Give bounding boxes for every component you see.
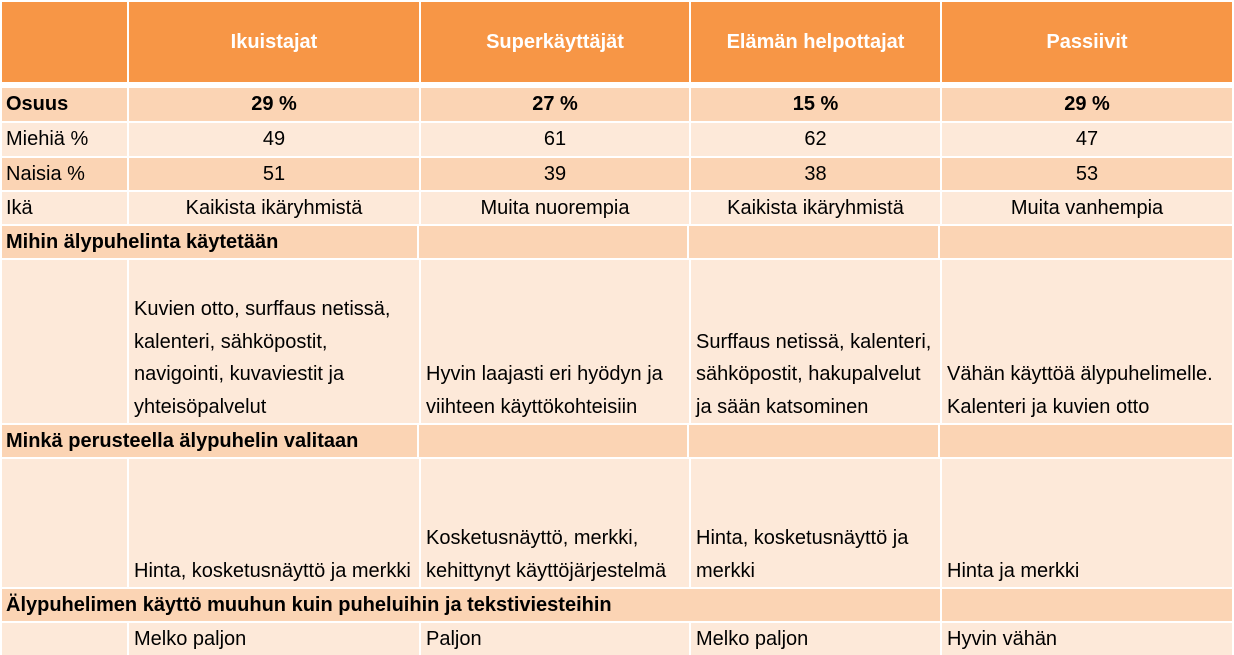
cell (942, 623, 1232, 655)
cell: 61 (421, 123, 691, 156)
cell (129, 459, 421, 587)
cell: Kaikista ikäryhmistä (129, 192, 421, 224)
cell: 49 (129, 123, 421, 156)
section-title: Minkä perusteella älypuhelin valitaan (2, 425, 419, 457)
cell-text: Hinta ja merkki (947, 559, 1080, 582)
row-naisia (2, 158, 1232, 192)
cell (421, 459, 691, 587)
header-elaman-helpottajat: Elämän helpottajat (691, 2, 942, 82)
row-ika (2, 192, 1232, 226)
header-passiivit: Passiivit (1046, 30, 1128, 53)
cell-text: Paljon (426, 627, 482, 650)
empty-cell (942, 589, 1232, 621)
cell (421, 260, 691, 423)
empty-cell (940, 226, 1230, 258)
header-superkayttajat: Superkäyttäjät (421, 2, 691, 82)
empty-cell (2, 623, 129, 655)
cell (942, 459, 1232, 587)
cell (129, 623, 421, 655)
cell (691, 260, 942, 423)
cell: 53 (1075, 162, 1099, 185)
row-osuus (2, 88, 1232, 123)
segments-table (2, 2, 1232, 655)
cell-text: Hinta, kosketusnäyttö ja merkki (696, 527, 909, 582)
row-label: Osuus (2, 88, 129, 121)
section-title: Älypuhelimen käyttö muuhun kuin puheluihin ja tekstiviesteihin (2, 589, 942, 621)
cell: 29 % (129, 88, 421, 121)
cell-text: Melko paljon (696, 627, 809, 650)
row-label: Naisia % (2, 158, 129, 190)
cell (129, 260, 421, 423)
section-other-use-row (2, 623, 1232, 655)
cell: 62 (691, 123, 942, 156)
cell: 47 (1075, 128, 1099, 150)
cell: 51 (129, 158, 421, 190)
section-usage-title-row (2, 226, 1232, 260)
header-row (2, 2, 1232, 84)
cell (421, 623, 691, 655)
section-title: Mihin älypuhelinta käytetään (2, 226, 419, 258)
cell: Muita vanhempia (1010, 196, 1164, 219)
cell: 27 % (421, 88, 691, 121)
cell (942, 260, 1232, 423)
cell-text: Kosketusnäyttö, merkki, kehittynyt käyttöjärjestelmä (426, 527, 667, 582)
cell: 15 % (691, 88, 942, 121)
section-usage-row (2, 260, 1232, 425)
empty-cell (2, 260, 129, 423)
empty-cell (689, 226, 940, 258)
row-miehia (2, 123, 1232, 158)
empty-cell (689, 425, 940, 457)
header-corner-cell (2, 2, 129, 82)
cell-text: Kuvien otto, surffaus netissä, kalenteri, sähköpostit, navigointi, kuvaviestit ja yhteisöpalvelut (134, 298, 391, 418)
cell: 38 (691, 158, 942, 190)
header-ikuistajat: Ikuistajat (129, 2, 421, 82)
cell (691, 459, 942, 587)
cell-text: Surffaus netissä, kalenteri, sähköpostit, hakupalvelut ja sään katsominen (696, 330, 932, 418)
row-label: Miehiä % (2, 123, 129, 156)
cell: 39 (421, 158, 691, 190)
cell-text: Vähän käyttöä älypuhelimelle. Kalenteri ja kuvien otto (947, 363, 1213, 418)
empty-cell (419, 226, 689, 258)
row-label: Ikä (2, 192, 129, 224)
section-choice-row (2, 459, 1232, 589)
cell: Muita nuorempia (421, 192, 691, 224)
empty-cell (419, 425, 689, 457)
cell: 29 % (1064, 93, 1110, 115)
cell (691, 623, 942, 655)
cell-text: Hyvin vähän (947, 627, 1058, 650)
section-other-use-title-row (2, 589, 1232, 623)
cell: Kaikista ikäryhmistä (691, 192, 942, 224)
cell-text: Hinta, kosketusnäyttö ja merkki (134, 559, 411, 582)
empty-cell (940, 425, 1230, 457)
cell-text: Hyvin laajasti eri hyödyn ja viihteen käyttökohteisiin (426, 363, 663, 418)
empty-cell (2, 459, 129, 587)
section-choice-title-row (2, 425, 1232, 459)
cell-text: Melko paljon (134, 627, 247, 650)
